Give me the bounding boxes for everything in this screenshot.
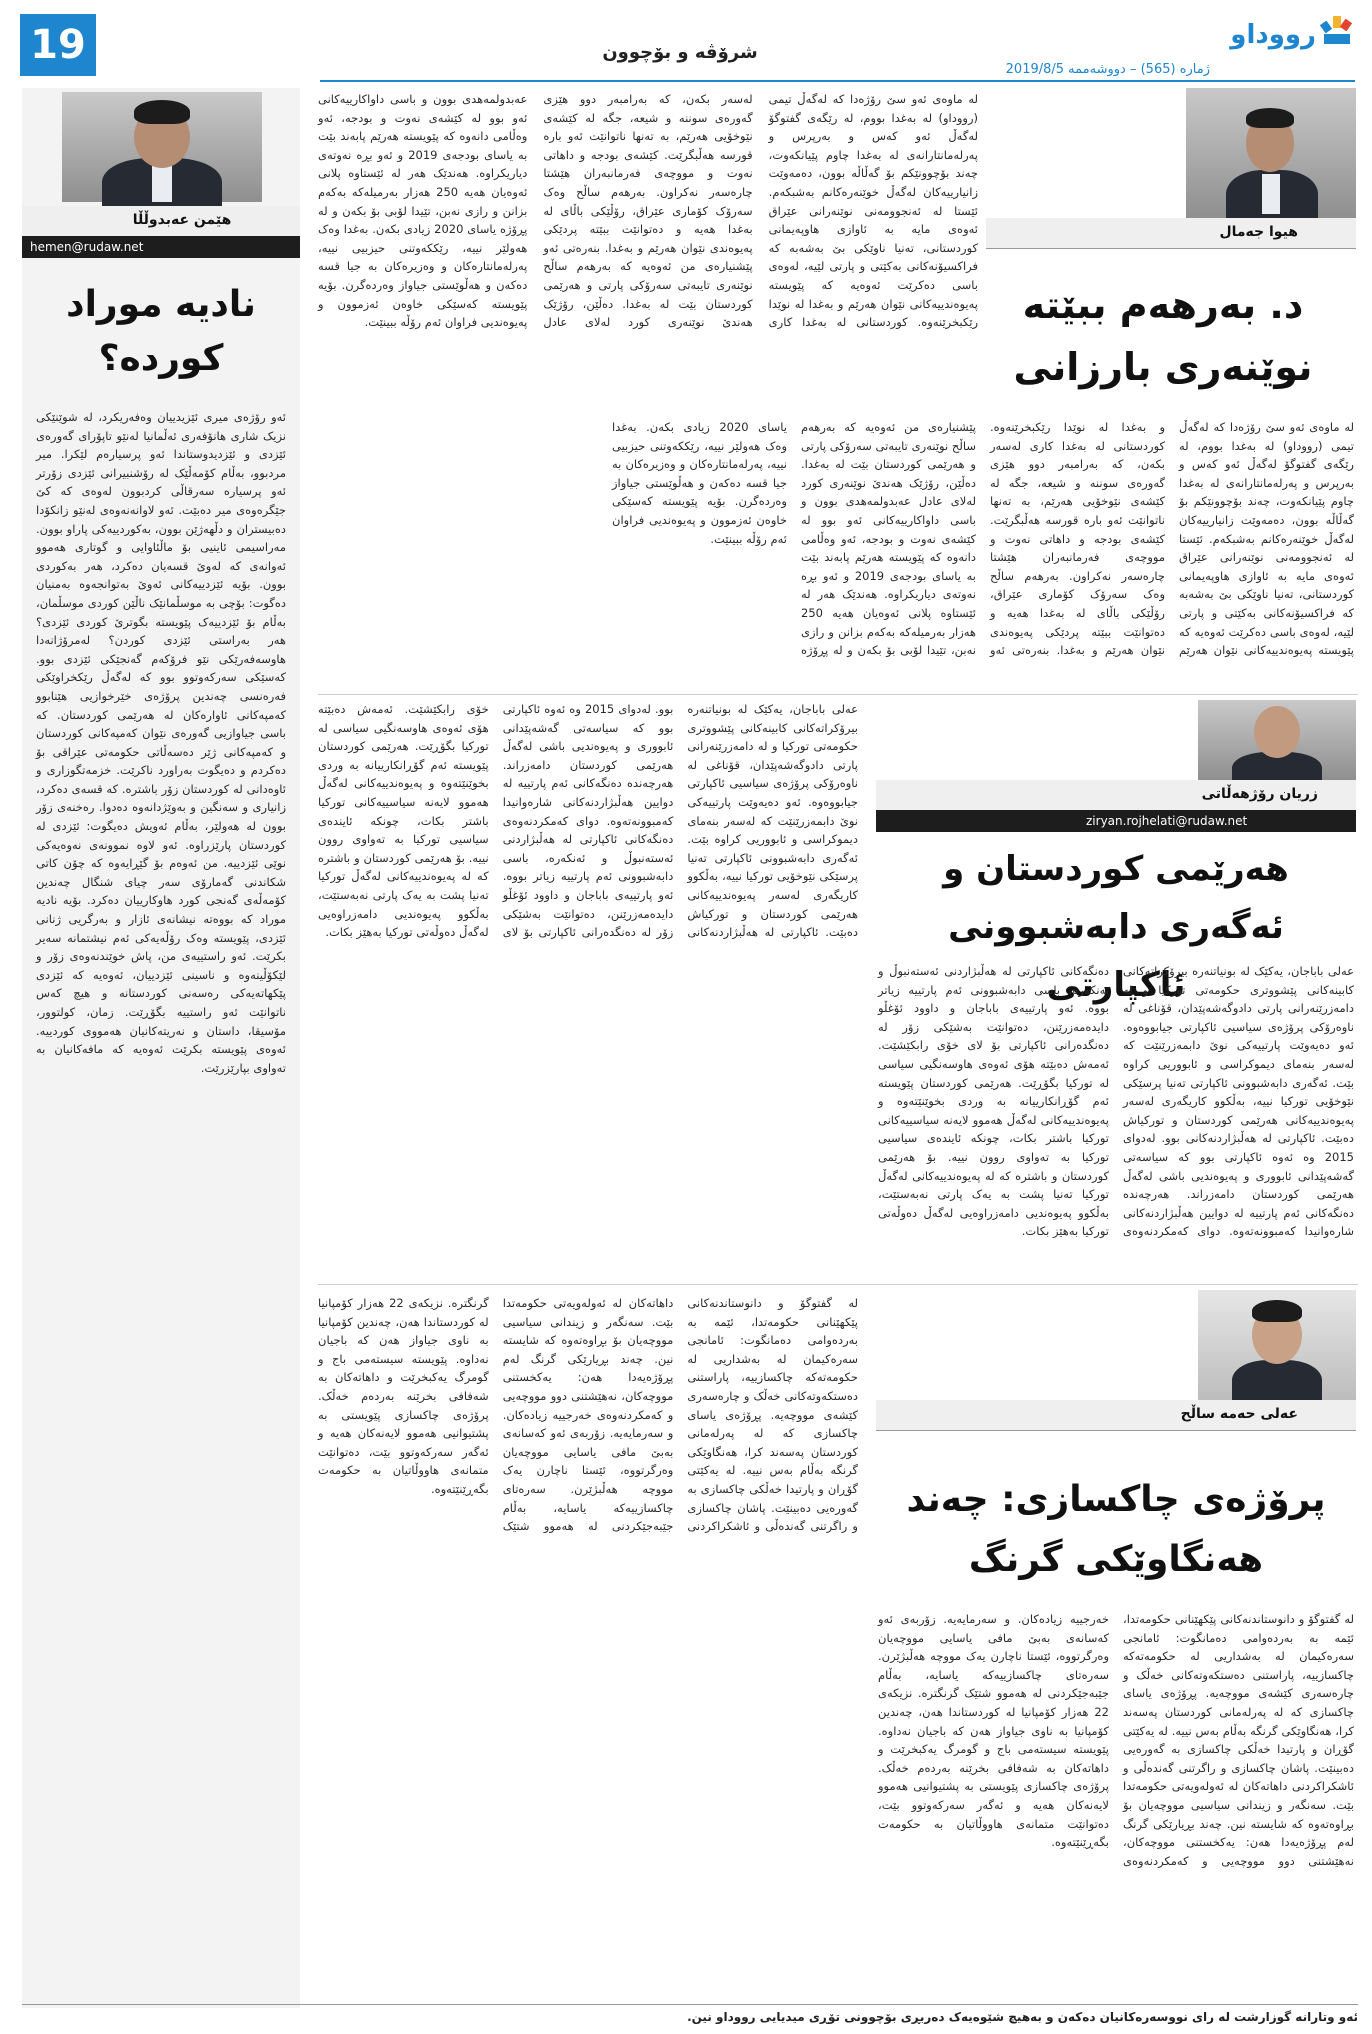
author-bar xyxy=(986,218,1356,249)
author-name: هیوا جەمال xyxy=(1219,224,1298,240)
article-top xyxy=(318,88,1358,688)
article-body: لە ماوەی ئەو سێ رۆژەدا کە لەگەڵ تیمی (رووداو) لە بەغدا بووم، لە رێگەی گفتوگۆ لەگەڵ ئەو کەس و بەرپرس و پەرلەمانتارانەی لە بەغدا چاوم پێیانکەوت، چەند بۆچوونێکم بۆ گەڵاڵە بوون، دەمەوێت زانیارییەکان لەگەڵ خوێنەرەکانم بەشبکەم. ئێستا لە ئەنجوومەنی نوێنەرانی عێراق ئەوەی مایە بە ئاوازی هاوپەیمانی کوردستانی، تەنیا ناوێکی بێ بەشەبە کە فراکسیۆنەکانی بەکێتی و پارتی لێیە، لەوەی باسی دەکرێت ئەوەیە کە پێویستە پەیوەندییەکانی نێوان هەرێم و بەغدا لە نوێدا رێکبخرێنەوە. کوردستانی لە بەغدا کاری لەسەر بکەن، کە بەرامبەر دوو هێزی گەورەی سوننە و شیعە، جگە لە کێشەی نێوخۆیی هەرێم، بە تەنها ناتوانێت ئەو بارە قورسە هەڵبگرێت. کێشەی بودجە و داهاتی نەوت و مووچەی فەرمانبەران هێشتا چارەسەر نەکراون. بەرهەم ساڵح وەک سەرۆک کۆماری عێراق، رۆڵێکی باڵای لە بەغدا هەیە و دەتوانێت ببێتە پردێکی پەیوەندی نێوان هەرێم و بەغدا. بنەرەتی ئەو پێشنیارەی من ئەوەیە کە بەرهەم ساڵح نوێنەری تایبەتی سەرۆکی پارتی و هەرێمی کوردستان بێت لە بەغدا. دەڵێن، رۆژێک هەندێ نوێنەری کورد لەلای عادل عەبدولمەهدی بوون و باسی داواکارییەکانی ئەو بوو لە کێشەی نەوت و بودجە، ئەو وەڵامی دانەوە کە پێویستە هەرێم پابەند بێت بە یاسای بودجەی 2019 و ئەو بڕە نەوتەی دیاریکراوە. هەندێک هەر لە ئێستاوە پلانی ئەوەیان هەیە 250 هەزار بەرمیلەکە بەکەم بزانن و رازی نەبن، تێیدا لۆبی بۆ بکەن و لە پڕۆژە یاسای 2020 زیادی بکەن. بەغدا وەک هەولێر نییە، رێککەوتنی حیزبیی نییە، پەرلەمانتارەکان و وەزیرەکان بە جیا قسە دەکەن و هەڵوێستی جیاواز وەردەگرن. بۆیە پێویستە کەسێکی خاوەن ئەزموون و پەیوەندیی فراوان ئەم رۆڵە ببینێت. xyxy=(318,92,978,330)
author-name: زریان رۆژهەڵاتی xyxy=(1201,786,1318,802)
page-number: 19 xyxy=(30,22,86,68)
author-photo xyxy=(1198,700,1356,780)
footer-rule xyxy=(22,2004,1358,2005)
author-photo xyxy=(62,92,262,202)
issue-info: ژمارە (565) – دووشەممە 2019/8/5 xyxy=(1005,62,1210,77)
article-body-tail: لە ماوەی ئەو سێ رۆژەدا کە لەگەڵ تیمی (رووداو) لە بەغدا بووم، لە رێگەی گفتوگۆ لەگەڵ ئەو کەس و بەرپرس و پەرلەمانتارانەی لە بەغدا چاوم پێیانکەوت، چەند بۆچوونێکم بۆ گەڵاڵە بوون، دەمەوێت زانیارییەکان لەگەڵ خوێنەرەکانم بەشبکەم. ئێستا لە ئەنجوومەنی نوێنەرانی عێراق ئەوەی مایە بە ئاوازی هاوپەیمانی کوردستانی، تەنیا ناوێکی بێ بەشەبە کە فراکسیۆنەکانی بەکێتی و پارتی لێیە، لەوەی باسی دەکرێت ئەوەیە کە پێویستە پەیوەندییەکانی نێوان هەرێم و بەغدا لە نوێدا رێکبخرێنەوە. کوردستانی لە بەغدا کاری لەسەر بکەن، کە بەرامبەر دوو هێزی گەورەی سوننە و شیعە، جگە لە کێشەی نێوخۆیی هەرێم، بە تەنها ناتوانێت ئەو بارە قورسە هەڵبگرێت. کێشەی بودجە و داهاتی نەوت و مووچەی فەرمانبەران هێشتا چارەسەر نەکراون. بەرهەم ساڵح وەک سەرۆک کۆماری عێراق، رۆڵێکی باڵای لە بەغدا هەیە و دەتوانێت ببێتە پردێکی پەیوەندی نێوان هەرێم و بەغدا. بنەرەتی ئەو پێشنیارەی من ئەوەیە کە بەرهەم ساڵح نوێنەری تایبەتی سەرۆکی پارتی و هەرێمی کوردستان بێت لە بەغدا. دەڵێن، رۆژێک هەندێ نوێنەری کورد لەلای عادل عەبدولمەهدی بوون و باسی داواکارییەکانی ئەو بوو لە کێشەی نەوت و بودجە، ئەو وەڵامی دانەوە کە پێویستە هەرێم پابەند بێت بە یاسای بودجەی 2019 و ئەو بڕە نەوتەی دیاریکراوە. هەندێک هەر لە ئێستاوە پلانی ئەوەیان هەیە 250 هەزار بەرمیلەکە بەکەم بزانن و رازی نەبن، تێیدا لۆبی بۆ بکەن و لە پڕۆژە یاسای 2020 زیادی بکەن. بەغدا وەک هەولێر نییە، رێککەوتنی حیزبیی نییە، پەرلەمانتارەکان و وەزیرەکان بە جیا قسە دەکەن و هەڵوێستی جیاواز وەردەگرن. بۆیە پێویستە کەسێکی خاوەن ئەزموون و پەیوەندیی فراوان ئەم رۆڵە ببینێت. xyxy=(612,420,1354,658)
author-email[interactable]: ziryan.rojhelati@rudaw.net xyxy=(876,810,1356,832)
page-number-box xyxy=(20,14,96,76)
author-name: هێمن عەبدوڵڵا xyxy=(132,212,232,228)
logo[interactable] xyxy=(1216,14,1356,60)
article-body: لە گفتوگۆ و دانوستاندنەکانی پێکهێنانی حکومەتدا، ئێمە بە بەردەوامی دەمانگوت: ئامانجی سەرەکیمان لە بەشداریی لە حکومەتەکە چاکسازییە، پاراستنی دەستکەوتەکانی خەڵک و چارەسەری کێشەی مووچەیە. پڕۆژەی یاسای چاکسازی کە لە پەرلەمانی کوردستان پەسەند کرا، هەنگاوێکی گرنگە بەڵام بەس نییە. لە یەکێتی گۆڕان و پارتیدا خەڵکی چاکسازی بە گەورەیی دەبینێت. پاشان چاکسازی و راگرتنی گەندەڵی و ئاشکراکردنی داهاتەکان لە ئەولەویەتی حکومەتدا بێت. سەنگەر و زیندانی سیاسیی مووچەیان بۆ بڕاوەتەوە کە شایستە نین. چەند بڕیارێکی گرنگ لەم پڕۆژەیەدا هەن: یەکخستنی مووچەکان، نەهێشتنی دوو مووچەیی و کەمکردنەوەی خەرجییە زیادەکان. و سەرمایەیە. زۆربەی ئەو کەسانەی بەبێ مافی یاسایی مووچەیان وەرگرتووە، ئێستا ناچارن یەک مووچە هەڵبژێرن. سەرەتای چاکسازییەکە یاسایە، بەڵام جێبەجێکردنی لە هەموو شتێک گرنگترە. نزیکەی 22 هەزار کۆمپانیا لە کوردستاندا هەن، چەندین کۆمپانیا بە ناوی جیاواز هەن کە باجیان نەداوە. پێویستە سیستەمی باج و گومرگ یەکبخرێت و داهاتەکان بە شەفافی بخرێنە بەردەم خەڵک. پرۆژەی چاکسازی پێویستی بە پشتیوانیی هەموو لایەنەکان هەیە و ئەگەر سەرکەوتوو بێت، دەتوانێت متمانەی هاووڵاتیان بە حکومەت بگەڕێنێتەوە. xyxy=(318,1296,858,1534)
sunburst-logo-icon xyxy=(1320,16,1354,50)
article-body-tail: لە گفتوگۆ و دانوستاندنەکانی پێکهێنانی حکومەتدا، ئێمە بە بەردەوامی دەمانگوت: ئامانجی سەرەکیمان لە بەشداریی لە حکومەتەکە چاکسازییە، پاراستنی دەستکەوتەکانی خەڵک و چارەسەری کێشەی مووچەیە. پڕۆژەی یاسای چاکسازی کە لە پەرلەمانی کوردستان پەسەند کرا، هەنگاوێکی گرنگە بەڵام بەس نییە. لە یەکێتی گۆڕان و پارتیدا خەڵکی چاکسازی بە گەورەیی دەبینێت. پاشان چاکسازی و راگرتنی گەندەڵی و ئاشکراکردنی داهاتەکان لە ئەولەویەتی حکومەتدا بێت. سەنگەر و زیندانی سیاسیی مووچەیان بۆ بڕاوەتەوە کە شایستە نین. چەند بڕیارێکی گرنگ لەم پڕۆژەیەدا هەن: یەکخستنی مووچەکان، نەهێشتنی دوو مووچەیی و کەمکردنەوەی خەرجییە زیادەکان. و سەرمایەیە. زۆربەی ئەو کەسانەی بەبێ مافی یاسایی مووچەیان وەرگرتووە، ئێستا ناچارن یەک مووچە هەڵبژێرن. سەرەتای چاکسازییەکە یاسایە، بەڵام جێبەجێکردنی لە هەموو شتێک گرنگترە. نزیکەی 22 هەزار کۆمپانیا لە کوردستاندا هەن، چەندین کۆمپانیا بە ناوی جیاواز هەن کە باجیان نەداوە. پێویستە سیستەمی باج و گومرگ یەکبخرێت و داهاتەکان بە شەفافی بخرێنە بەردەم خەڵک. پرۆژەی چاکسازی پێویستی بە پشتیوانیی هەموو لایەنەکان هەیە و ئەگەر سەرکەوتوو بێت، دەتوانێت متمانەی هاووڵاتیان بە حکومەت بگەڕێنێتەوە. xyxy=(878,1612,1354,1868)
author-photo xyxy=(1186,88,1356,218)
article-body: عەلی باباجان، یەکێک لە بونیاتنەرە بیرۆکراتەکانی کابینەکانی پێشووتری حکومەتی تورکیا و لە دامەزرێنەرانی پارتی دادوگەشەپێدان، قۆناغی لە ناوەرۆکی پرۆژەی سیاسیی ئاکپارتی جیابووەوە. ئەو دەیەوێت پارتییەکی نوێ دابمەزرێنێت کە لەسەر بنەمای دیموکراسی و ئابووریی کراوە بێت. ئەگەری دابەشبوونی ئاکپارتی تەنیا پرسێکی نێوخۆیی تورکیا نییە، بەڵکوو کاریگەری لەسەر پەیوەندییەکانی هەرێمی کوردستان و تورکیاش دەبێت. ئاکپارتی لە هەڵبژاردنەکانی بوو. لەدوای 2015 وە ئەوە ئاکپارتی بوو کە سیاسەتی گەشەپێدانی ئابووری و پەیوەندیی باشی لەگەڵ هەرێمی کوردستان دامەزراند. هەرچەندە دەنگەکانی ئەم پارتییە لە دوایین هەڵبژاردنەکانی شارەوانیدا کەمبوونەتەوە. دوای کەمکردنەوەی دەنگەکانی ئاکپارتی لە هەڵبژاردنی ئەستەنبوڵ و ئەنکەرە، باسی دابەشبوونی ئەم پارتییە زیاتر بووە. ئەو پارتییەی باباجان و داوود ئۆغڵو دایدەمەزرێنن، دەتوانێت بەشێکی زۆر لە دەنگدەرانی ئاکپارتی بۆ لای خۆی رابکێشێت. ئەمەش دەبێتە هۆی ئەوەی هاوسەنگیی سیاسی لە تورکیا بگۆڕێت. هەرێمی کوردستان پێویستە ئەم گۆڕانکارییانە بە وردی بخوێنێتەوە و پەیوەندییەکانی لەگەڵ هەموو لایەنە سیاسییەکانی تورکیا باشتر بکات، چونکە ئایندەی سیاسیی تورکیا بە تەواوی روون نییە. بۆ هەرێمی کوردستان و باشترە کە لە پەیوەندییەکانی لەگەڵ تورکیا تەنیا پشت بە یەک پارتی نەبەستێت، بەڵکوو پەیوەندیی دامەزراوەیی لەگەڵ دەوڵەتی تورکیا بەهێز بکات. xyxy=(318,702,858,940)
logo-text: رووداو xyxy=(1230,20,1316,50)
author-name: عەلی حەمە ساڵح xyxy=(1180,1406,1298,1422)
author-photo xyxy=(1198,1290,1356,1400)
divider xyxy=(318,694,1358,695)
article-middle xyxy=(318,700,1358,1280)
section-title: شرۆڤە و بۆچوون xyxy=(602,42,758,63)
headline: هەرێمی کوردستان و ئەگەری دابەشبوونی ئاکپارتی xyxy=(943,849,1289,1005)
footer-disclaimer: ئەو وتارانە گوزارشت لە رای نووسەرەکانیان دەکەن و بەهیچ شێوەیەک دەربڕی بۆچوونی تۆڕی میدیایی رووداو نین. xyxy=(687,2010,1358,2024)
headline: د. بەرهەم ببێتە نوێنەری بارزانی xyxy=(1013,283,1313,389)
left-column xyxy=(22,88,300,2008)
page-header xyxy=(20,14,1355,86)
headline: پرۆژەی چاکسازی: چەند هەنگاوێکی گرنگ xyxy=(906,1479,1326,1580)
header-rule xyxy=(320,80,1355,82)
headline: نادیە موراد کوردە؟ xyxy=(66,284,256,379)
article-body: ئەو رۆژەی میری ئێزیدییان وەفەریکرد، لە شوێنێکی نزیک شاری هانۆفەری ئەڵمانیا لەنێو تاپۆرای گەورەی ئێزدی و ئێزدیدوستاندا ئەو پرسیارەم لێکرا. میر مردبوو، بەڵام کۆمەڵێک لە رۆشنبیرانی ئێزدی زۆرتر ئەو پرسیارە سەرقاڵی کردبوون لەوەی کە کێ جێگرەوەی میر دەبێت. ئەو لاوانەنەوەی لەنێو زانکۆدا دەبیستران و دڵهەژێن بوون، بەکوردییەکی پاراو بوون. مەراسیمی ئاینیی بۆ ماڵئاوایی و گوتاری هەموو ئەوانەی کە لەوێ قسەیان دەکرد، هەر بەکوردی بوون. بۆیە ئێزدییەکانی ئەوێ بەتوانجەوە بەمنیان دەگوت: بۆچی بە موسڵمانێک ناڵێن کوردی موسڵمان، بەڵام بۆ ئێزدییەک پێویستە بگوترێ کوردی ئێزدی؟ هەر بەراستی ئێزدی کوردن؟ لەمرۆژانەدا هاوسەفەرێکی نێو فرۆکەم گەنجێکی ئێزدی بوو. کەسێکی سەرکەوتوو بوو کە لەگەڵ رێکخراوێکی فەرەنسی چەندین پرۆژەی خێرخوازیی هێنابوو کەمپەکانی ئاوارەکان لە هەرێمی کوردستان. کە باسی جیاوازیی گەورەی نێوان کەمپەکانی کوردستان و کەمپەکانی ژێر دەسەڵاتی حکومەتی عێراقی بۆ دەکردم و دەیگوت بەراورد ناکرێت. خزمەتگوزاری و ئاوەدانی لە کوردستان زۆر باشترە. کە قسەی دەکرد، زانیاری و سەنگین و بەوێژدانەوە دەدوا. رەخنەی زۆر بوون لە هەولێر، بەڵام ئەویش دەیگوت: ئێزدی لە کوردستان پارێزراوە. ئەو لاوە نموونەی نەوەیەکی نوێی ئێزدییە. من ئەوەم بۆ گێڕایەوە کە چۆن کاتی شکاندنی گەمارۆی سەر چیای شنگال چەندین کۆمەڵەی گەنجی کورد هاوکارییان دەکرد. بۆیە نادیە موراد کە بووەتە نیشانەی ئازار و بەرگریی ژنانی ئێزدی، پێویستە وەک رۆڵەیەکی ئەم نیشتمانە سەیر بکرێت. ئەو راستییەی من، پاش خوێندنەوەی زۆر و لێکۆڵینەوە و ناسینی ئێزدییان، ئەوەیە کە ئێزدی پێکهاتەیەکی رەسەنی کوردستانە و هیچ کەس ناتوانێت ئەو راستییە بگۆڕێت. زمان، کولتوور، مۆسیقا، داستان و نەریتەکانیان هەمووی کوردییە. ئەوەی پێویستە بکرێت ئەوەیە کە مافەکانیان بە تەواوی بپارێزرێت. xyxy=(36,410,286,1075)
article-body-tail: عەلی باباجان، یەکێک لە بونیاتنەرە بیرۆکراتەکانی کابینەکانی پێشووتری حکومەتی تورکیا و لە دامەزرێنەرانی پارتی دادوگەشەپێدان، قۆناغی لە ناوەرۆکی پرۆژەی سیاسیی ئاکپارتی جیابووەوە. ئەو دەیەوێت پارتییەکی نوێ دابمەزرێنێت کە لەسەر بنەمای دیموکراسی و ئابووریی کراوە بێت. ئەگەری دابەشبوونی ئاکپارتی تەنیا پرسێکی نێوخۆیی تورکیا نییە، بەڵکوو کاریگەری لەسەر پەیوەندییەکانی هەرێمی کوردستان و تورکیاش دەبێت. ئاکپارتی لە هەڵبژاردنەکانی بوو. لەدوای 2015 وە ئەوە ئاکپارتی بوو کە سیاسەتی گەشەپێدانی ئابووری و پەیوەندیی باشی لەگەڵ هەرێمی کوردستان دامەزراند. هەرچەندە دەنگەکانی ئەم پارتییە لە دوایین هەڵبژاردنەکانی شارەوانیدا کەمبوونەتەوە. دوای کەمکردنەوەی دەنگەکانی ئاکپارتی لە هەڵبژاردنی ئەستەنبوڵ و ئەنکەرە، باسی دابەشبوونی ئەم پارتییە زیاتر بووە. ئەو پارتییەی باباجان و داوود ئۆغڵو دایدەمەزرێنن، دەتوانێت بەشێکی زۆر لە دەنگدەرانی ئاکپارتی بۆ لای خۆی رابکێشێت. ئەمەش دەبێتە هۆی ئەوەی هاوسەنگیی سیاسی لە تورکیا بگۆڕێت. هەرێمی کوردستان پێویستە ئەم گۆڕانکارییانە بە وردی بخوێنێتەوە و پەیوەندییەکانی لەگەڵ هەموو لایەنە سیاسییەکانی تورکیا باشتر بکات، چونکە ئایندەی سیاسیی تورکیا بە تەواوی روون نییە. بۆ هەرێمی کوردستان و باشترە کە لە پەیوەندییەکانی لەگەڵ تورکیا تەنیا پشت بە یەک پارتی نەبەستێت، بەڵکوو پەیوەندیی دامەزراوەیی لەگەڵ دەوڵەتی تورکیا بەهێز بکات. xyxy=(878,964,1354,1239)
article-bottom xyxy=(318,1290,1358,1990)
author-email[interactable]: hemen@rudaw.net xyxy=(22,236,300,258)
divider xyxy=(318,1284,1358,1285)
